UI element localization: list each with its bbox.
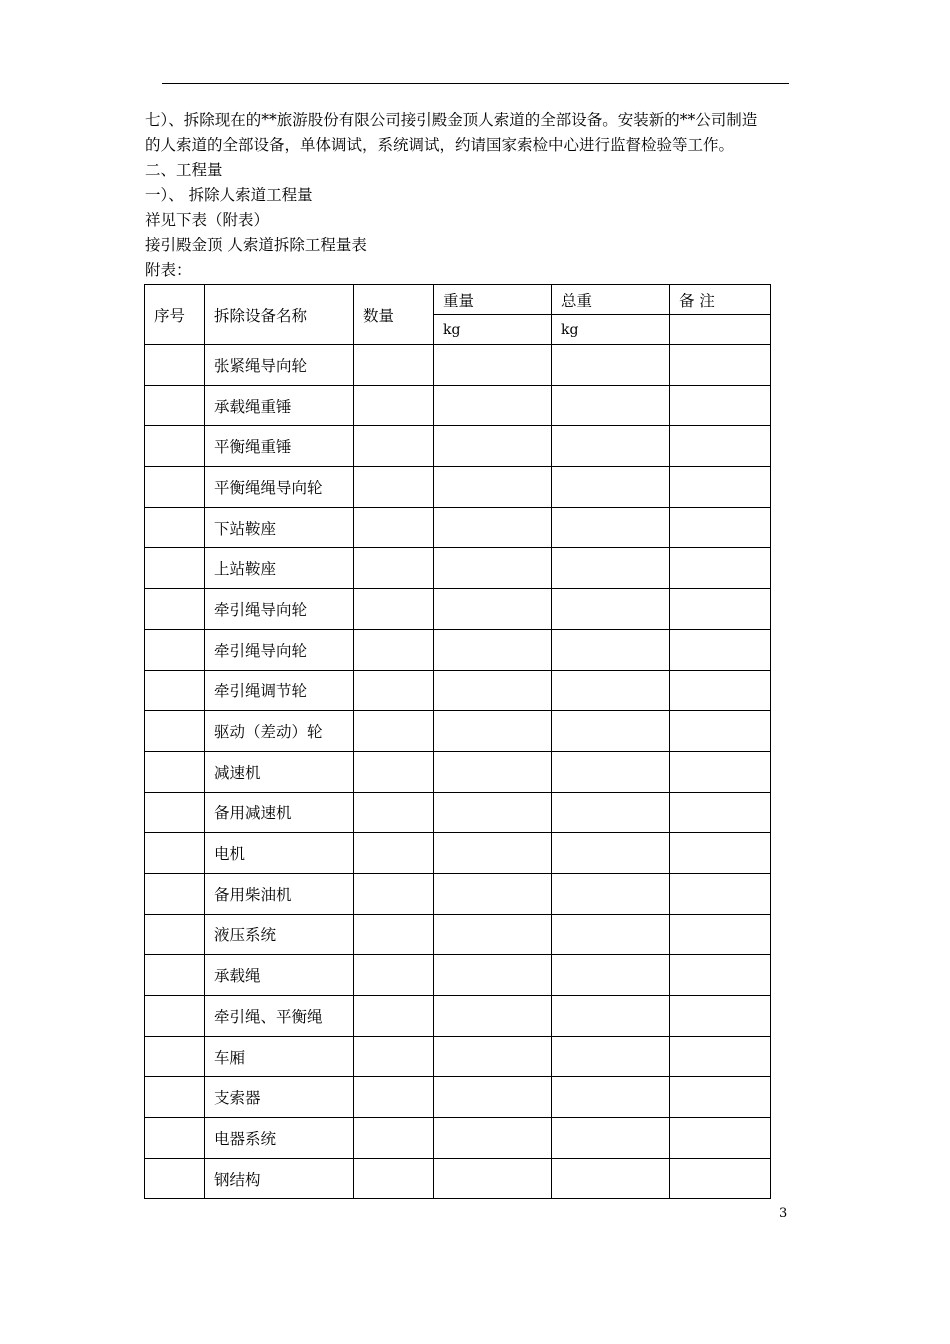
total-weight-cell (552, 914, 670, 955)
index-cell (145, 996, 205, 1037)
total-weight-cell (552, 1118, 670, 1159)
remark-cell (670, 385, 771, 426)
index-cell (145, 345, 205, 386)
paragraph-line-2: 的人索道的全部设备，单体调试，系统调试，约请国家索检中心进行监督检验等工作。 (145, 136, 735, 154)
table-row (145, 385, 771, 426)
header-equipment-name: 拆除设备名称 (205, 285, 354, 345)
header-unit-weight: 重量 (434, 285, 552, 315)
subsection-heading: 一）、 拆除人索道工程量 (145, 186, 313, 204)
total-weight-cell (552, 1158, 670, 1199)
index-cell (145, 426, 205, 467)
unit-weight-cell (434, 385, 552, 426)
equipment-name-cell: 牵引绳导向轮 (205, 629, 354, 670)
unit-weight-cell (434, 426, 552, 467)
table-row (145, 996, 771, 1037)
equipment-name-cell: 车厢 (205, 1036, 354, 1077)
equipment-name-cell: 平衡绳重锤 (205, 426, 354, 467)
table-row (145, 589, 771, 630)
index-cell (145, 833, 205, 874)
total-weight-cell (552, 1036, 670, 1077)
remark-cell (670, 1118, 771, 1159)
total-weight-cell (552, 345, 670, 386)
equipment-name-cell: 支索器 (205, 1077, 354, 1118)
table-row (145, 751, 771, 792)
table-row (145, 1036, 771, 1077)
table-row (145, 670, 771, 711)
remark-cell (670, 629, 771, 670)
unit-weight-cell (434, 629, 552, 670)
total-weight-cell (552, 426, 670, 467)
remark-cell (670, 873, 771, 914)
remark-cell (670, 548, 771, 589)
equipment-name-cell: 备用柴油机 (205, 873, 354, 914)
quantity-cell (354, 385, 434, 426)
unit-weight-cell (434, 873, 552, 914)
unit-weight-cell (434, 711, 552, 752)
unit-weight-cell (434, 833, 552, 874)
table-row (145, 1118, 771, 1159)
quantity-cell (354, 792, 434, 833)
header-total-weight: 总重 (552, 285, 670, 315)
total-weight-cell (552, 873, 670, 914)
equipment-name-cell: 电机 (205, 833, 354, 874)
quantity-cell (354, 345, 434, 386)
quantity-cell (354, 1077, 434, 1118)
header-rule (162, 83, 789, 84)
total-weight-cell (552, 751, 670, 792)
index-cell (145, 670, 205, 711)
index-cell (145, 467, 205, 508)
see-table-note: 祥见下表（附表） (145, 211, 270, 229)
index-cell (145, 385, 205, 426)
unit-weight-cell (434, 996, 552, 1037)
total-weight-cell (552, 792, 670, 833)
index-cell (145, 873, 205, 914)
paragraph-line-1: 七）、拆除现在的**旅游股份有限公司接引殿金顶人索道的全部设备。安装新的**公司制造 (145, 111, 758, 129)
quantity-cell (354, 955, 434, 996)
quantity-cell (354, 996, 434, 1037)
quantity-cell (354, 548, 434, 589)
remark-cell (670, 467, 771, 508)
remark-cell (670, 792, 771, 833)
remark-cell (670, 507, 771, 548)
table-row (145, 548, 771, 589)
equipment-name-cell: 牵引绳导向轮 (205, 589, 354, 630)
appendix-label: 附表： (145, 261, 192, 279)
table-row (145, 711, 771, 752)
table-row (145, 833, 771, 874)
header-quantity: 数量 (354, 285, 434, 345)
index-cell (145, 589, 205, 630)
unit-weight-cell (434, 1158, 552, 1199)
equipment-name-cell: 承载绳重锤 (205, 385, 354, 426)
remark-cell (670, 345, 771, 386)
quantity-cell (354, 629, 434, 670)
unit-weight-cell (434, 914, 552, 955)
table-row (145, 955, 771, 996)
remark-cell (670, 1077, 771, 1118)
index-cell (145, 955, 205, 996)
index-cell (145, 792, 205, 833)
index-cell (145, 751, 205, 792)
quantity-cell (354, 833, 434, 874)
table-title: 接引殿金顶 人索道拆除工程量表 (145, 236, 367, 254)
remark-cell (670, 955, 771, 996)
total-weight-cell (552, 1077, 670, 1118)
total-weight-cell (552, 589, 670, 630)
total-weight-cell (552, 548, 670, 589)
index-cell (145, 507, 205, 548)
remark-cell (670, 1158, 771, 1199)
table-row (145, 345, 771, 386)
equipment-name-cell: 张紧绳导向轮 (205, 345, 354, 386)
table-row (145, 873, 771, 914)
quantity-cell (354, 670, 434, 711)
index-cell (145, 711, 205, 752)
equipment-name-cell: 液压系统 (205, 914, 354, 955)
table-row (145, 426, 771, 467)
total-weight-cell (552, 711, 670, 752)
header-unit-weight-unit: kg (434, 315, 552, 345)
quantity-cell (354, 507, 434, 548)
index-cell (145, 1036, 205, 1077)
equipment-name-cell: 平衡绳绳导向轮 (205, 467, 354, 508)
quantity-cell (354, 711, 434, 752)
quantity-cell (354, 751, 434, 792)
remark-cell (670, 711, 771, 752)
index-cell (145, 1118, 205, 1159)
total-weight-cell (552, 833, 670, 874)
table-row (145, 1158, 771, 1199)
index-cell (145, 1158, 205, 1199)
quantity-cell (354, 589, 434, 630)
remark-cell (670, 670, 771, 711)
equipment-name-cell: 牵引绳、平衡绳 (205, 996, 354, 1037)
remark-cell (670, 833, 771, 874)
header-total-weight-unit: kg (552, 315, 670, 345)
quantity-cell (354, 467, 434, 508)
table-row (145, 1077, 771, 1118)
equipment-name-cell: 备用减速机 (205, 792, 354, 833)
table-header-row (145, 285, 771, 315)
unit-weight-cell (434, 507, 552, 548)
quantity-cell (354, 1036, 434, 1077)
remark-cell (670, 996, 771, 1037)
equipment-name-cell: 驱动（差动）轮 (205, 711, 354, 752)
equipment-name-cell: 承载绳 (205, 955, 354, 996)
header-remark-unit (670, 315, 771, 345)
remark-cell (670, 426, 771, 467)
total-weight-cell (552, 996, 670, 1037)
total-weight-cell (552, 467, 670, 508)
equipment-name-cell: 上站鞍座 (205, 548, 354, 589)
remark-cell (670, 589, 771, 630)
total-weight-cell (552, 670, 670, 711)
table-row (145, 467, 771, 508)
index-cell (145, 548, 205, 589)
equipment-name-cell: 牵引绳调节轮 (205, 670, 354, 711)
unit-weight-cell (434, 548, 552, 589)
equipment-name-cell: 电器系统 (205, 1118, 354, 1159)
equipment-name-cell: 钢结构 (205, 1158, 354, 1199)
table-row (145, 792, 771, 833)
quantity-cell (354, 1118, 434, 1159)
total-weight-cell (552, 507, 670, 548)
total-weight-cell (552, 629, 670, 670)
header-remark: 备 注 (670, 285, 771, 315)
remark-cell (670, 914, 771, 955)
section-heading: 二、工程量 (145, 161, 223, 179)
index-cell (145, 914, 205, 955)
header-index: 序号 (145, 285, 205, 345)
remark-cell (670, 751, 771, 792)
unit-weight-cell (434, 751, 552, 792)
unit-weight-cell (434, 792, 552, 833)
unit-weight-cell (434, 345, 552, 386)
quantity-cell (354, 914, 434, 955)
equipment-name-cell: 减速机 (205, 751, 354, 792)
page-number: 3 (779, 1206, 788, 1221)
unit-weight-cell (434, 1077, 552, 1118)
total-weight-cell (552, 955, 670, 996)
unit-weight-cell (434, 670, 552, 711)
index-cell (145, 1077, 205, 1118)
remark-cell (670, 1036, 771, 1077)
unit-weight-cell (434, 955, 552, 996)
table-row (145, 914, 771, 955)
quantity-cell (354, 426, 434, 467)
table-row (145, 507, 771, 548)
unit-weight-cell (434, 467, 552, 508)
equipment-name-cell: 下站鞍座 (205, 507, 354, 548)
unit-weight-cell (434, 1036, 552, 1077)
total-weight-cell (552, 385, 670, 426)
unit-weight-cell (434, 589, 552, 630)
index-cell (145, 629, 205, 670)
table-row (145, 629, 771, 670)
dismantle-quantity-table (144, 284, 771, 1199)
quantity-cell (354, 873, 434, 914)
quantity-cell (354, 1158, 434, 1199)
unit-weight-cell (434, 1118, 552, 1159)
